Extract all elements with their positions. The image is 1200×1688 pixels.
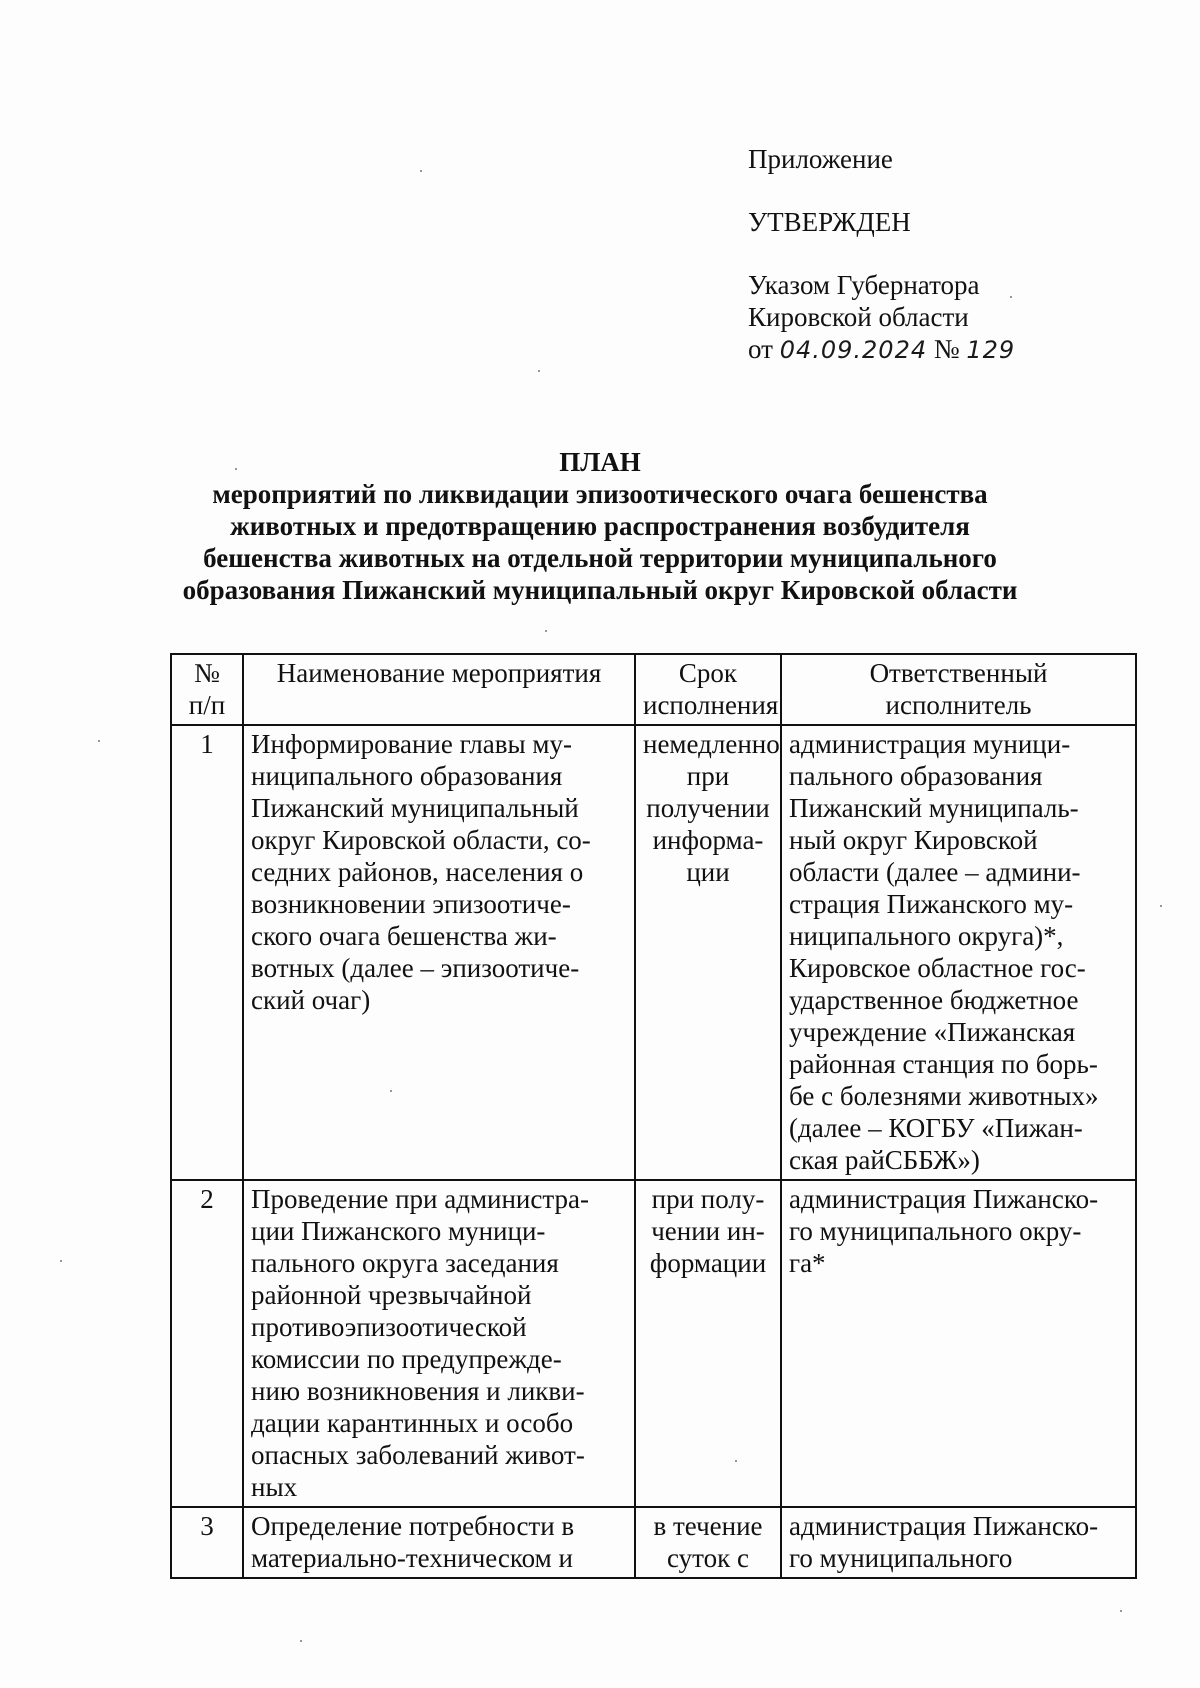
appendix-label: Приложение — [748, 144, 893, 174]
cell-line: го муниципального — [789, 1543, 1013, 1573]
deadline-cell — [635, 1507, 781, 1578]
plan-table — [170, 653, 1137, 1579]
cell-line: ниципального образования — [251, 761, 563, 791]
cell-line: ный округ Кировской — [789, 825, 1038, 855]
cell-line: ударственное бюджетное — [789, 985, 1079, 1015]
cell-line: районной чрезвычайной — [251, 1280, 532, 1310]
cell-line: Проведение при администра- — [251, 1184, 589, 1214]
number-sign: № — [933, 334, 960, 364]
cell-line: при — [686, 761, 730, 791]
title-line: образования Пижанский муниципальный округ Кировской области — [182, 575, 1018, 605]
cell-line: седних районов, населения о — [251, 857, 584, 887]
cell-line: ская райСББЖ») — [789, 1145, 980, 1175]
cell-line: получении — [646, 793, 770, 823]
cell-line: комиссии по предупрежде- — [251, 1344, 562, 1374]
region-label: Кировской области — [748, 302, 969, 332]
document-title — [150, 446, 1050, 606]
cell-line: ных — [251, 1472, 298, 1502]
cell-line: администрация Пижанско- — [789, 1511, 1099, 1541]
title-line: мероприятий по ликвидации эпизоотического очага бешенства — [212, 479, 988, 509]
cell-line: округ Кировской области, со- — [251, 825, 591, 855]
scan-speck — [735, 1460, 737, 1462]
cell-line: ции Пижанского муници- — [251, 1216, 546, 1246]
scan-speck — [1160, 905, 1162, 907]
header-activity: Наименование мероприятия — [243, 654, 635, 725]
cell-line: ский очаг) — [251, 985, 371, 1015]
cell-line: бе с болезнями животных» — [789, 1081, 1099, 1111]
cell-line: информа- — [652, 825, 764, 855]
cell-line: администрация муници- — [789, 729, 1071, 759]
cell-line: формации — [649, 1248, 767, 1278]
title-line: бешенства животных на отдельной территории муниципального — [203, 543, 997, 573]
cell-line: администрация Пижанско- — [789, 1184, 1099, 1214]
scan-speck — [1120, 1610, 1122, 1612]
cell-line: возникновении эпизоотиче- — [251, 889, 571, 919]
responsible-cell — [781, 725, 1136, 1180]
row-number: 2 — [171, 1180, 243, 1507]
handwritten-number: 129 — [966, 336, 1016, 364]
deadline-cell — [635, 1180, 781, 1507]
cell-line: противоэпизоотической — [251, 1312, 527, 1342]
title-heading: ПЛАН — [559, 447, 641, 477]
date-prefix: от — [748, 334, 773, 364]
table-row — [171, 1507, 1136, 1578]
row-number: 3 — [171, 1507, 243, 1578]
cell-line: при полу- — [651, 1184, 765, 1214]
row-number: 1 — [171, 725, 243, 1180]
cell-line: Определение потребности в — [251, 1511, 575, 1541]
scan-speck — [235, 468, 237, 470]
scan-speck — [390, 1090, 392, 1092]
cell-line: районная станция по борь- — [789, 1049, 1098, 1079]
cell-line: вотных (далее – эпизоотиче- — [251, 953, 580, 983]
table-body — [171, 725, 1136, 1578]
header-number: № п/п — [171, 654, 243, 725]
responsible-cell — [781, 1507, 1136, 1578]
decree-date-line — [748, 333, 1015, 366]
header-deadline: Срок исполнения — [635, 654, 781, 725]
decree-label: Указом Губернатора — [748, 270, 980, 300]
scan-speck — [545, 630, 547, 632]
cell-line: чении ин- — [651, 1216, 765, 1246]
cell-line: Пижанский муниципаль- — [789, 793, 1079, 823]
scan-speck — [60, 1260, 62, 1262]
title-line: животных и предотвращению распространения возбудителя — [230, 511, 970, 541]
cell-line: ции — [686, 857, 730, 887]
cell-line: Пижанский муниципальный — [251, 793, 579, 823]
activity-cell — [243, 725, 635, 1180]
cell-line: ского очага бешенства жи- — [251, 921, 557, 951]
table-row — [171, 1180, 1136, 1507]
cell-line: (далее – КОГБУ «Пижан- — [789, 1113, 1083, 1143]
cell-line: дации карантинных и особо — [251, 1408, 574, 1438]
activity-cell — [243, 1507, 635, 1578]
cell-line: страция Пижанского му- — [789, 889, 1074, 919]
cell-line: га* — [789, 1248, 826, 1278]
cell-line: пального образования — [789, 761, 1043, 791]
cell-line: в течение — [653, 1511, 763, 1541]
cell-line: области (далее – админи- — [789, 857, 1081, 887]
cell-line: Кировское областное гос- — [789, 953, 1086, 983]
cell-line: учреждение «Пижанская — [789, 1017, 1076, 1047]
scan-speck — [1010, 296, 1012, 298]
activity-cell — [243, 1180, 635, 1507]
cell-line: пального округа заседания — [251, 1248, 559, 1278]
header-responsible: Ответственный исполнитель — [781, 654, 1136, 725]
responsible-cell — [781, 1180, 1136, 1507]
scan-speck — [98, 740, 100, 742]
cell-line: суток с — [667, 1543, 749, 1573]
table-header-row — [171, 654, 1136, 725]
approved-label: УТВЕРЖДЕН — [748, 207, 911, 237]
handwritten-date: 04.09.2024 — [779, 336, 928, 364]
cell-line: Информирование главы му- — [251, 729, 572, 759]
scan-speck — [538, 370, 540, 372]
scan-speck — [420, 170, 422, 172]
cell-line: опасных заболеваний живот- — [251, 1440, 585, 1470]
table-row — [171, 725, 1136, 1180]
cell-line: материально-техническом и — [251, 1543, 573, 1573]
approval-stamp — [748, 143, 1015, 366]
scan-speck — [300, 1640, 302, 1642]
cell-line: нию возникновения и ликви- — [251, 1376, 585, 1406]
cell-line: ниципального округа)*, — [789, 921, 1064, 951]
cell-line: го муниципального окру- — [789, 1216, 1082, 1246]
deadline-cell — [635, 725, 781, 1180]
cell-line: немедленно — [643, 729, 780, 759]
